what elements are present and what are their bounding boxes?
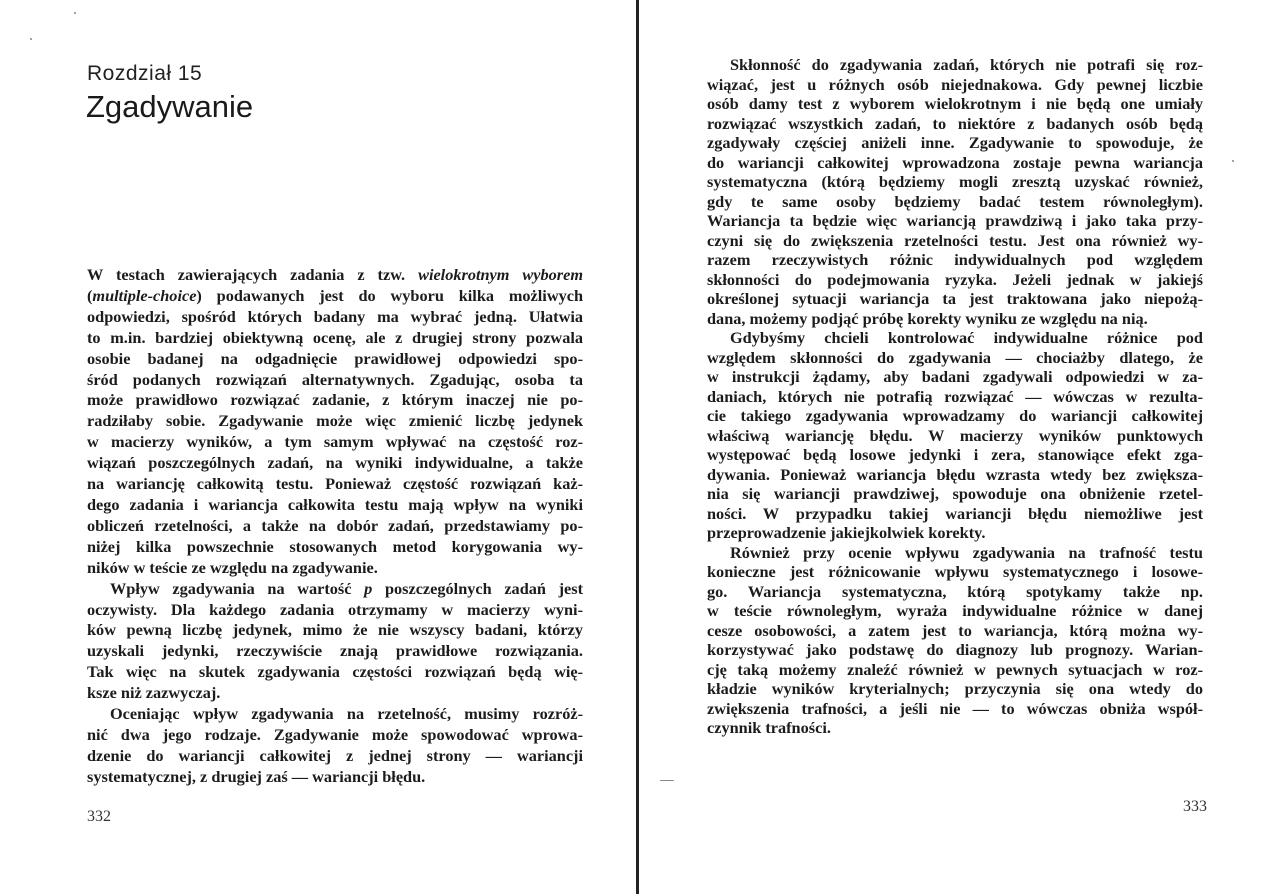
scan-speck xyxy=(660,780,674,781)
text-segment: w macierzy wyników, a tym samym wpływać na częstość roz- xyxy=(87,432,583,452)
text-segment: niżej kilka powszechnie stosowanych metod korygowania wy- xyxy=(87,536,583,556)
text-segment: dzenie do wariancji całkowitej z jednej strony — wariancji xyxy=(87,745,583,765)
text-segment: dywania. Ponieważ wariancja błędu wzrasta wtedy bez zwiększa- xyxy=(707,464,1203,484)
text-line xyxy=(707,387,1203,407)
text-segment: ) podawanych jest do wyboru kilka możliwych xyxy=(196,285,583,305)
text-line xyxy=(87,349,583,370)
text-segment: korzystywać jako podstawę do diagnozy lub prognozy. Warian- xyxy=(707,640,1203,659)
text-line xyxy=(707,660,1203,680)
text-segment: ków pewną liczbę jedynek, mimo że nie wszyscy badani, którzy xyxy=(87,620,583,640)
text-line xyxy=(87,432,583,453)
text-line xyxy=(707,562,1203,582)
text-line xyxy=(707,699,1203,719)
text-segment: Wariancja ta będzie więc wariancją prawdziwą i jako taka przy- xyxy=(707,211,1203,230)
scan-speck xyxy=(1232,160,1234,162)
text-segment: Skłonność do zgadywania zadań, których nie potrafi się roz- xyxy=(730,55,1203,74)
text-segment: dego zadania i wariancja całkowita testu mają wpływ na wyniki xyxy=(87,494,583,514)
text-line xyxy=(707,114,1203,134)
text-line xyxy=(707,523,1203,543)
italic-text: wielokrotnym wyborem xyxy=(418,265,583,284)
text-segment: czynnik trafności. xyxy=(707,718,831,737)
text-line xyxy=(707,153,1203,173)
text-line xyxy=(87,579,583,600)
text-line xyxy=(87,474,583,495)
chapter-label: Rozdział 15 xyxy=(87,62,203,85)
text-segment: gdy te same osoby będziemy badać testem równoległym). xyxy=(707,191,1203,211)
text-segment: ksze niż zazwyczaj. xyxy=(87,683,221,703)
text-line xyxy=(87,390,583,411)
text-line xyxy=(87,725,583,746)
text-segment: właściwą wariancję błędu. W macierzy wyników punktowych xyxy=(707,425,1203,445)
text-segment: określonej sytuacji wariancja ta jest traktowana jako niepożą- xyxy=(707,289,1203,308)
text-segment: może prawidłowo rozwiązać zadanie, z którym inaczej nie po- xyxy=(87,390,583,410)
text-line xyxy=(87,641,583,662)
text-line xyxy=(707,640,1203,660)
text-segment: cję taką możemy znaleźć również w pewnych sytuacjach w roz- xyxy=(707,659,1203,679)
text-line xyxy=(707,445,1203,465)
scan-speck xyxy=(74,12,76,14)
text-segment: wiązań poszczególnych zadań, na wyniki indywidualne, a także xyxy=(87,453,583,473)
text-line xyxy=(707,718,1203,738)
text-line xyxy=(87,683,583,704)
text-line xyxy=(707,172,1203,192)
text-line xyxy=(87,620,583,641)
text-line xyxy=(707,94,1203,114)
text-segment: uzyskali jedynki, rzeczywiście znają prawidłowe rozwiązania. xyxy=(87,641,583,661)
text-segment: W testach zawierających zadania z tzw. xyxy=(87,265,419,284)
text-line xyxy=(707,75,1203,95)
text-line xyxy=(707,133,1203,153)
chapter-title: Zgadywanie xyxy=(86,89,254,124)
text-segment: cesze osobowości, a zatem jest to wariancja, którą można wy- xyxy=(707,620,1203,640)
text-line xyxy=(707,250,1203,270)
text-segment: daniach, których nie potrafią rozwiązać — wówczas w rezulta- xyxy=(707,386,1203,406)
text-segment: kładzie wyników kryterialnych; przyczynia się ona wtedy do xyxy=(707,679,1203,698)
text-line xyxy=(707,309,1203,329)
italic-text: p xyxy=(364,578,373,598)
text-line xyxy=(87,704,583,725)
text-line xyxy=(87,767,583,788)
text-segment: systematyczna (którą będziemy mogli zresztą uzyskać również, xyxy=(707,172,1203,191)
text-segment: go. Wariancja systematyczna, którą spotykamy także np. xyxy=(707,581,1203,601)
text-line xyxy=(87,537,583,558)
page-number: 332 xyxy=(87,808,111,825)
text-segment: osób damy test z wyborem wielokrotnym i nie będą one umiały xyxy=(707,94,1203,113)
text-line xyxy=(87,558,583,579)
text-line xyxy=(707,679,1203,699)
text-segment: obliczeń rzetelności, a także na dobór zadań, przedstawiamy po- xyxy=(87,515,583,535)
text-line xyxy=(707,348,1203,368)
text-segment: Również przy ocenie wpływu zgadywania na trafność testu xyxy=(730,542,1203,562)
text-segment: odpowiedzi, spośród których badany ma wybrać jedną. Ułatwia xyxy=(87,306,583,326)
text-segment: na wariancję całkowitą testu. Ponieważ częstość rozwiązań każ- xyxy=(87,474,583,494)
text-segment: Gdybyśmy chcieli kontrolować indywidualne różnice pod xyxy=(730,328,1203,347)
text-line xyxy=(87,600,583,621)
text-segment: oczywisty. Dla każdego zadania otrzymamy w macierzy wyni- xyxy=(87,599,583,619)
text-line xyxy=(707,426,1203,446)
text-line xyxy=(707,484,1203,504)
text-segment: ( xyxy=(87,285,93,305)
text-line xyxy=(707,582,1203,602)
text-segment: radziłaby sobie. Zgadywanie może więc zmienić liczbę jedynek xyxy=(87,411,583,431)
text-segment: dana, możemy podjąć próbę korekty wyniku ze względu na nią. xyxy=(707,308,1148,328)
text-line xyxy=(707,270,1203,290)
text-line xyxy=(87,662,583,683)
scan-speck xyxy=(30,38,32,40)
text-line xyxy=(707,289,1203,309)
text-line xyxy=(87,516,583,537)
text-line xyxy=(707,55,1203,75)
text-line xyxy=(87,453,583,474)
text-line xyxy=(87,495,583,516)
text-segment: względem skłonności do zgadywania — chociażby dlatego, że xyxy=(707,347,1203,367)
text-line xyxy=(87,307,583,328)
text-line xyxy=(87,746,583,767)
text-line xyxy=(87,286,583,307)
text-segment: razem rzeczywistych różnic indywidualnych pod względem xyxy=(707,250,1203,269)
text-line xyxy=(707,211,1203,231)
text-segment: w instrukcji żądamy, aby badani zgadywali odpowiedzi w za- xyxy=(707,367,1203,386)
text-segment: konieczne jest różnicowanie wpływu systematycznego i losowe- xyxy=(707,562,1203,581)
text-segment: nić dwa jego rodzaje. Zgadywanie może spowodować wprowa- xyxy=(87,724,583,744)
text-line xyxy=(87,265,583,286)
text-line xyxy=(707,231,1203,251)
text-segment: cie takiego zgadywania wprowadzamy do wariancji całkowitej xyxy=(707,406,1203,425)
text-segment: czyni się do zwiększenia rzetelności testu. Jest ona również wy- xyxy=(707,230,1203,250)
text-line xyxy=(707,406,1203,426)
text-segment: ności. W przypadku takiej wariancji błędu niemożliwe jest xyxy=(707,503,1203,523)
text-segment: ników w teście ze względu na zgadywanie. xyxy=(87,557,378,577)
book-spine-divider xyxy=(636,0,639,894)
text-segment: wiązać, jest u różnych osób niejednakowa. Gdy pewnej liczbie xyxy=(707,74,1203,94)
text-segment: zgadywały częściej aniżeli inne. Zgadywanie to spowoduje, że xyxy=(707,133,1203,152)
text-segment: śród podanych rozwiązań alternatywnych. Zgadując, osoba ta xyxy=(87,369,583,389)
text-segment: przeprowadzenie jakiejkolwiek korekty. xyxy=(707,523,986,542)
text-segment: to m.in. bardziej obiektywną ocenę, ale z drugiej strony pozwala xyxy=(87,327,583,347)
text-segment: w teście równoległym, wyraża indywidualne różnice w danej xyxy=(707,601,1203,620)
right-page xyxy=(640,0,1262,894)
page-number: 333 xyxy=(1183,798,1207,815)
text-segment: występować będą losowe jedynki i zera, stanowiące efekt zga- xyxy=(707,445,1203,464)
italic-text: multiple-choice xyxy=(92,285,197,305)
text-line xyxy=(707,601,1203,621)
text-line xyxy=(707,621,1203,641)
text-line xyxy=(707,465,1203,485)
text-segment: systematycznej, z drugiej zaś — wariancji błędu. xyxy=(87,766,426,786)
text-line xyxy=(87,370,583,391)
text-segment: poszczególnych zadań jest xyxy=(372,578,584,598)
text-segment: do wariancji całkowitej wprowadzona zostaje pewna wariancja xyxy=(707,152,1203,172)
text-line xyxy=(707,367,1203,387)
text-segment: skłonności do podejmowania ryzyka. Jeżeli jednak w jakiejś xyxy=(707,269,1203,289)
text-segment: Wpływ zgadywania na wartość xyxy=(110,578,365,598)
text-segment: rozwiązać wszystkich zadań, to niektóre z badanych osób będą xyxy=(707,113,1203,133)
page-body-text xyxy=(707,55,1203,738)
text-segment: zwiększenia trafności, a jeśli nie — to wówczas obniża współ- xyxy=(707,698,1203,718)
text-line xyxy=(87,411,583,432)
page-body-text xyxy=(87,265,583,788)
text-segment: Oceniając wpływ zgadywania na rzetelność, musimy rozróż- xyxy=(110,704,583,724)
text-line xyxy=(707,504,1203,524)
text-line xyxy=(707,192,1203,212)
text-segment: Tak więc na skutek zgadywania częstości rozwiązań będą wię- xyxy=(87,662,583,682)
text-line xyxy=(707,543,1203,563)
text-segment: nia się wariancji prawdziwej, spowoduje ona obniżenie rzetel- xyxy=(707,484,1203,503)
text-line xyxy=(87,328,583,349)
text-segment: osobie badanej na odgadnięcie prawidłowej odpowiedzi spo- xyxy=(87,348,583,368)
text-line xyxy=(707,328,1203,348)
